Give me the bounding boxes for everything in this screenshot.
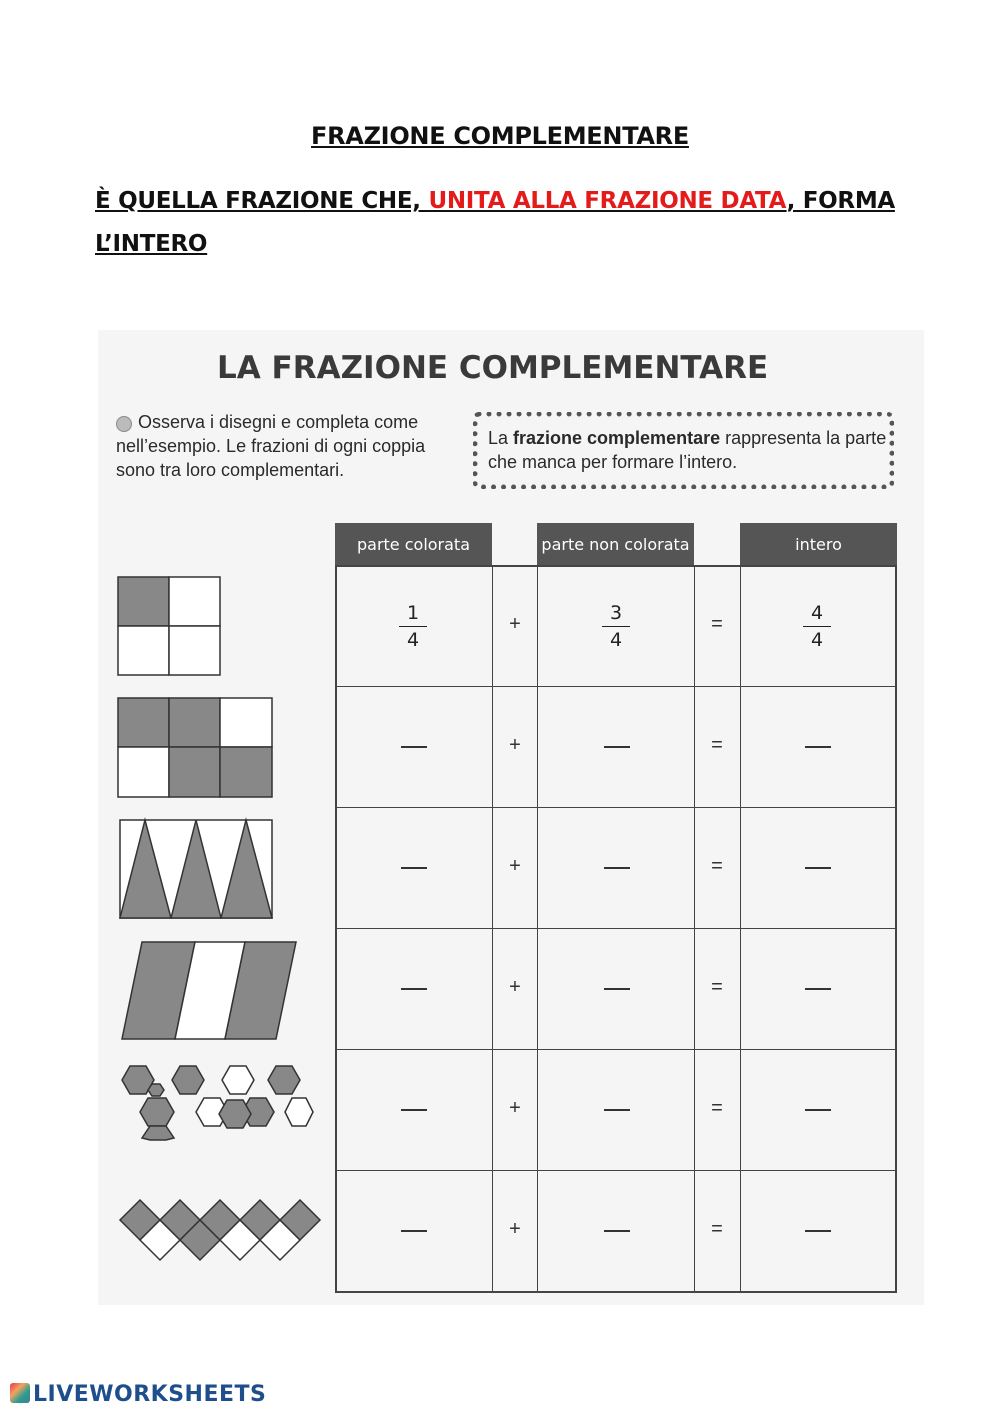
shape-diamonds: [120, 1200, 320, 1260]
brand-text: LIVEWORKSHEETS: [33, 1382, 267, 1407]
definition-part2: , FORMA L’INTERO: [95, 188, 895, 257]
plus-sign: +: [509, 734, 521, 756]
equals-sign: =: [711, 976, 723, 998]
header-colored: parte colorata: [335, 523, 492, 565]
box-text-bold: frazione complementare: [513, 428, 721, 448]
fraction-denominator: 4: [810, 629, 824, 651]
fraction-numerator: 1: [406, 602, 420, 624]
plus-sign: +: [509, 613, 521, 635]
liveworksheets-icon: [10, 1383, 30, 1403]
worksheet-title: LA FRAZIONE COMPLEMENTARE: [217, 350, 769, 386]
liveworksheets-logo: [10, 1382, 266, 1407]
plus-sign: +: [509, 1097, 521, 1119]
header-whole: intero: [740, 523, 897, 565]
plus-sign: +: [509, 1218, 521, 1240]
fraction-denominator: 4: [406, 629, 420, 651]
header-not-colored: parte non colorata: [537, 523, 694, 565]
document-title: FRAZIONE COMPLEMENTARE: [311, 122, 689, 150]
plus-sign: +: [509, 976, 521, 998]
fraction-numerator: 4: [810, 602, 824, 624]
equals-sign: =: [711, 613, 723, 635]
fraction-denominator: 4: [609, 629, 623, 651]
shape-parallelograms: [122, 942, 296, 1039]
definition-part1: È QUELLA FRAZIONE CHE,: [95, 188, 429, 214]
instructions-text: Osserva i disegni e completa come nell’esempio. Le frazioni di ogni coppia sono tra loro complementari.: [116, 412, 426, 480]
shape-hexagons: [122, 1066, 313, 1140]
equals-sign: =: [711, 855, 723, 877]
definition-highlight: UNITA ALLA FRAZIONE DATA: [428, 188, 787, 214]
equals-sign: =: [711, 734, 723, 756]
box-text-after: rappresenta la parte che manca per formare l’intero.: [488, 428, 887, 472]
shape-squares-2x3: [118, 698, 272, 797]
box-text-before: La: [488, 428, 514, 448]
shape-triangles: [120, 820, 272, 918]
equals-sign: =: [711, 1097, 723, 1119]
equals-sign: =: [711, 1218, 723, 1240]
fraction-numerator: 3: [609, 602, 623, 624]
shape-squares-2x2: [118, 577, 220, 675]
plus-sign: +: [509, 855, 521, 877]
